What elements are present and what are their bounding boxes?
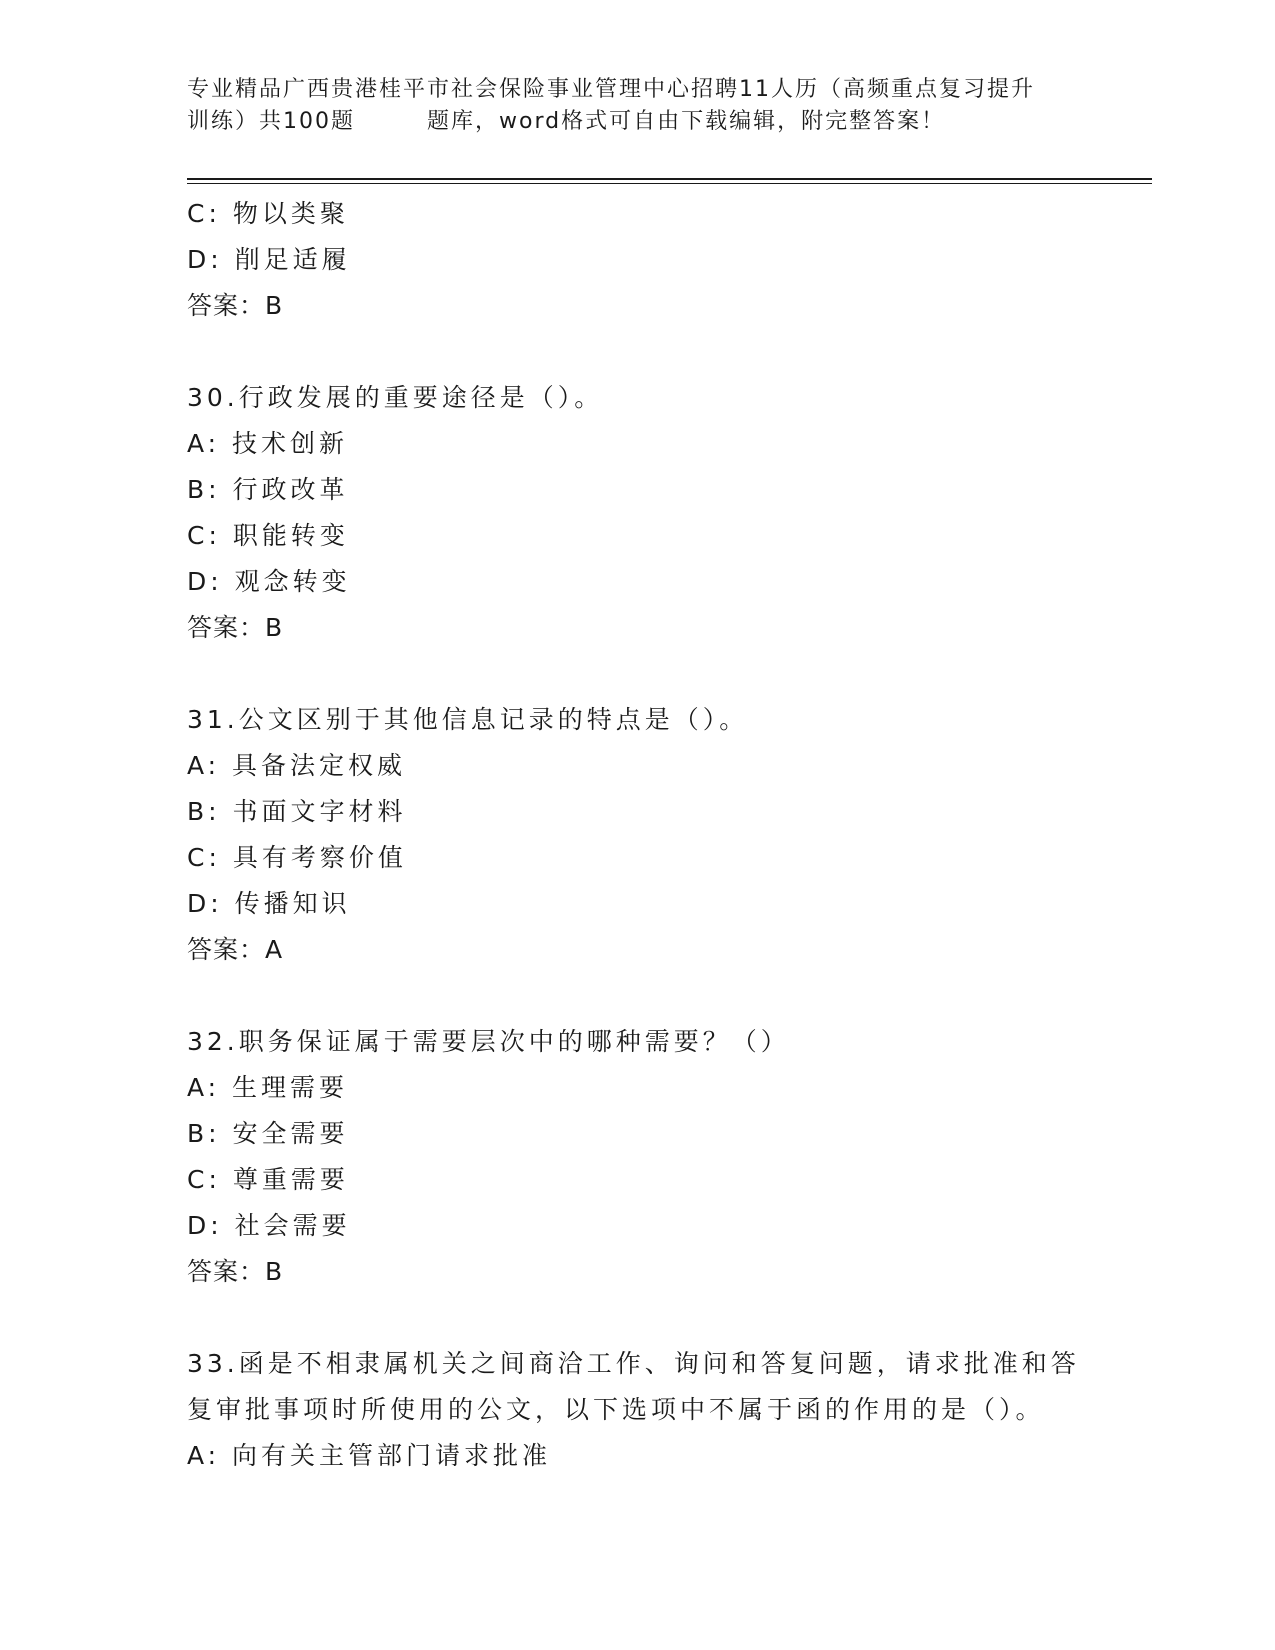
option-b: B: 安全需要 <box>187 1119 349 1148</box>
header-divider-thick <box>187 178 1152 180</box>
question-stem-line-1: 33.函是不相隶属机关之间商洽工作、询问和答复问题，请求批准和答 <box>187 1349 1080 1378</box>
answer-line: 答案：B <box>187 291 284 320</box>
option-a: A: 向有关主管部门请求批准 <box>187 1441 552 1470</box>
option-b: B: 书面文字材料 <box>187 797 407 826</box>
option-d: D: 社会需要 <box>187 1211 351 1240</box>
header-divider-thin <box>187 183 1152 184</box>
question-block-30 <box>187 375 1087 651</box>
answer-line: 答案：A <box>187 935 284 964</box>
header-title-line-1: 专业精品广西贵港桂平市社会保险事业管理中心招聘11人历（高频重点复习提升 <box>187 77 1035 102</box>
question-stem-line-2: 复审批事项时所使用的公文，以下选项中不属于函的作用的是（）。 <box>187 1395 1045 1424</box>
option-b: B: 行政改革 <box>187 475 349 504</box>
question-block-33 <box>187 1341 1087 1479</box>
option-d: D: 削足适履 <box>187 245 351 274</box>
option-c: C: 职能转变 <box>187 521 349 550</box>
question-stem: 31.公文区别于其他信息记录的特点是（）。 <box>187 705 749 734</box>
answer-line: 答案：B <box>187 613 284 642</box>
question-block-29 <box>187 191 1087 329</box>
option-a: A: 技术创新 <box>187 429 349 458</box>
question-block-32 <box>187 1019 1087 1295</box>
answer-line: 答案：B <box>187 1257 284 1286</box>
question-stem: 30.行政发展的重要途径是（）。 <box>187 383 604 412</box>
option-d: D: 传播知识 <box>187 889 351 918</box>
document-header <box>187 74 1087 138</box>
option-c: C: 物以类聚 <box>187 199 349 228</box>
option-c: C: 尊重需要 <box>187 1165 349 1194</box>
option-d: D: 观念转变 <box>187 567 351 596</box>
question-stem: 32.职务保证属于需要层次中的哪种需要？（） <box>187 1027 790 1056</box>
header-title-line-2-part-b: 题库，word格式可自由下载编辑，附完整答案！ <box>427 109 946 134</box>
option-a: A: 生理需要 <box>187 1073 349 1102</box>
header-title-line-2 <box>187 106 1087 138</box>
option-c: C: 具有考察价值 <box>187 843 407 872</box>
header-title-line-2-part-a: 训练）共100题 <box>187 109 355 134</box>
option-a: A: 具备法定权威 <box>187 751 407 780</box>
question-list <box>187 191 1087 1479</box>
question-block-31 <box>187 697 1087 973</box>
